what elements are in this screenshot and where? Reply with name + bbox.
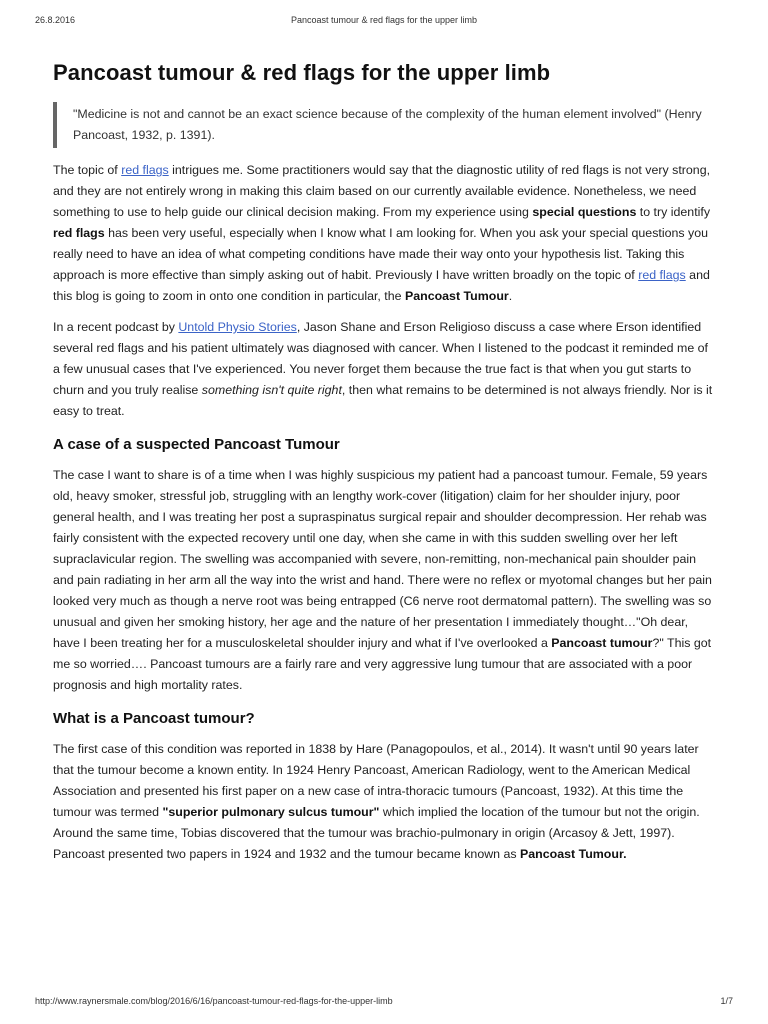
print-header [35, 15, 733, 29]
page-number: 1/7 [720, 996, 733, 1006]
text: The case I want to share is of a time when I was highly suspicious my patient had a pancoast tumour. Female, 59 years old, heavy smoker, stressful job, struggling with an lengthy work-cover (litigation) claim for her shoulder injury, poor general health, and I was treating her post a supraspinatus surgical repair and shoulder decompression. Her rehab was fairly consistent with the expected recovery until one day, when she came in with this sudden swelling over her left supraclavicular region. The swelling was accompanied with severe, non-remitting, non-mechanical pain shoulder pain and pain radiating in her arm all the way into the wrist and hand. There were no reflex or myotomal changes but her pain looked very much as though a nerve root was being entrapped (C6 nerve root dermatomal pattern). The swelling was so unusual and given her smoking history, her age and the nature of her presentation I immediately thought…"Oh dear, have I been treating her for a musculoskeletal shoulder injury and what if I've overlooked a [53, 468, 712, 650]
bold-text: Pancoast Tumour [404, 289, 509, 303]
bold-text: Pancoast Tumour. [520, 847, 627, 861]
article [53, 60, 715, 875]
paragraph-history [53, 739, 715, 865]
text: . [508, 289, 513, 303]
print-date: 26.8.2016 [35, 15, 76, 25]
text: In a recent podcast by [53, 320, 179, 334]
untold-physio-stories-link[interactable]: Untold Physio Stories [178, 320, 297, 334]
bold-text: Pancoast tumour [551, 636, 653, 650]
print-footer [35, 996, 733, 1010]
text: The first case of this condition was reported in 1838 by Hare (Panagopoulos, et al., 2014). It wasn't until 90 years later that the tumour become a known entity. In 1924 Henry Pancoast, American Radiology, went to the American Medical Association and presented his first paper on a new case of intra-thoracic tumours (Pancoast, 1932). At this time the tumour was termed [53, 742, 699, 819]
italic-text: something isn't quite right [201, 383, 342, 397]
paragraph-intro [53, 160, 715, 307]
text: intrigues me. Some practitioners would say that the diagnostic utility of red flags is not very strong, and they are not entirely wrong in making this claim based on our currently available evidence. Nonetheless, we need something to use to help guide our clinical decision making. From my experience using [53, 163, 711, 219]
print-url: http://www.raynersmale.com/blog/2016/6/16/pancoast-tumour-red-flags-for-the-upper-limb [35, 996, 393, 1006]
paragraph-podcast [53, 317, 715, 422]
bold-text: red flags [53, 226, 105, 240]
text: , Jason Shane and Erson Religioso discuss a case where Erson identified several red flags and his patient ultimately was diagnosed with cancer. When I listened to the podcast it reminded me of a few unusual cases that I've experienced. You never forget them because the true fact is that when you gut starts to churn and you truly realise [53, 320, 708, 397]
text: The topic of [53, 163, 122, 177]
text: ?" This got me so worried…. Pancoast tumours are a fairly rare and very aggressive lung tumour that are associated with a poor prognosis and high mortality rates. [53, 636, 712, 692]
paragraph-case [53, 465, 715, 696]
text: and this blog is going to zoom in onto one condition in particular, the [53, 268, 710, 303]
text: , then what remains to be determined is not always friendly. Nor is it easy to treat. [53, 383, 713, 418]
article-title: Pancoast tumour & red flags for the upper limb [53, 60, 551, 85]
red-flags-link-2[interactable]: red flags [638, 268, 686, 282]
red-flags-link[interactable]: red flags [121, 163, 169, 177]
bold-text: "superior pulmonary sulcus tumour" [162, 805, 380, 819]
heading-case: A case of a suspected Pancoast Tumour [53, 436, 340, 453]
text: which implied the location of the tumour but not the origin. Around the same time, Tobias discovered that the tumour was brachio-pulmonary in origin (Arcasoy & Jett, 1997). Pancoast presented two papers in 1924 and 1932 and the tumour became known as [53, 805, 700, 861]
print-title: Pancoast tumour & red flags for the upper limb [290, 15, 478, 25]
pull-quote: "Medicine is not and cannot be an exact science because of the complexity of the human element involved" (Henry Pancoast, 1932, p. 1391). [53, 102, 715, 148]
text: to try identify [636, 205, 711, 219]
text: has been very useful, especially when I know what I am looking for. When you ask your special questions you really need to have an idea of what competing conditions have made their way onto your hypothesis list. Taking this approach is more effective than simply asking out of habit. Previously I have written broadly on the topic of [53, 226, 708, 282]
bold-text: special questions [532, 205, 637, 219]
heading-what-is: What is a Pancoast tumour? [53, 710, 255, 727]
